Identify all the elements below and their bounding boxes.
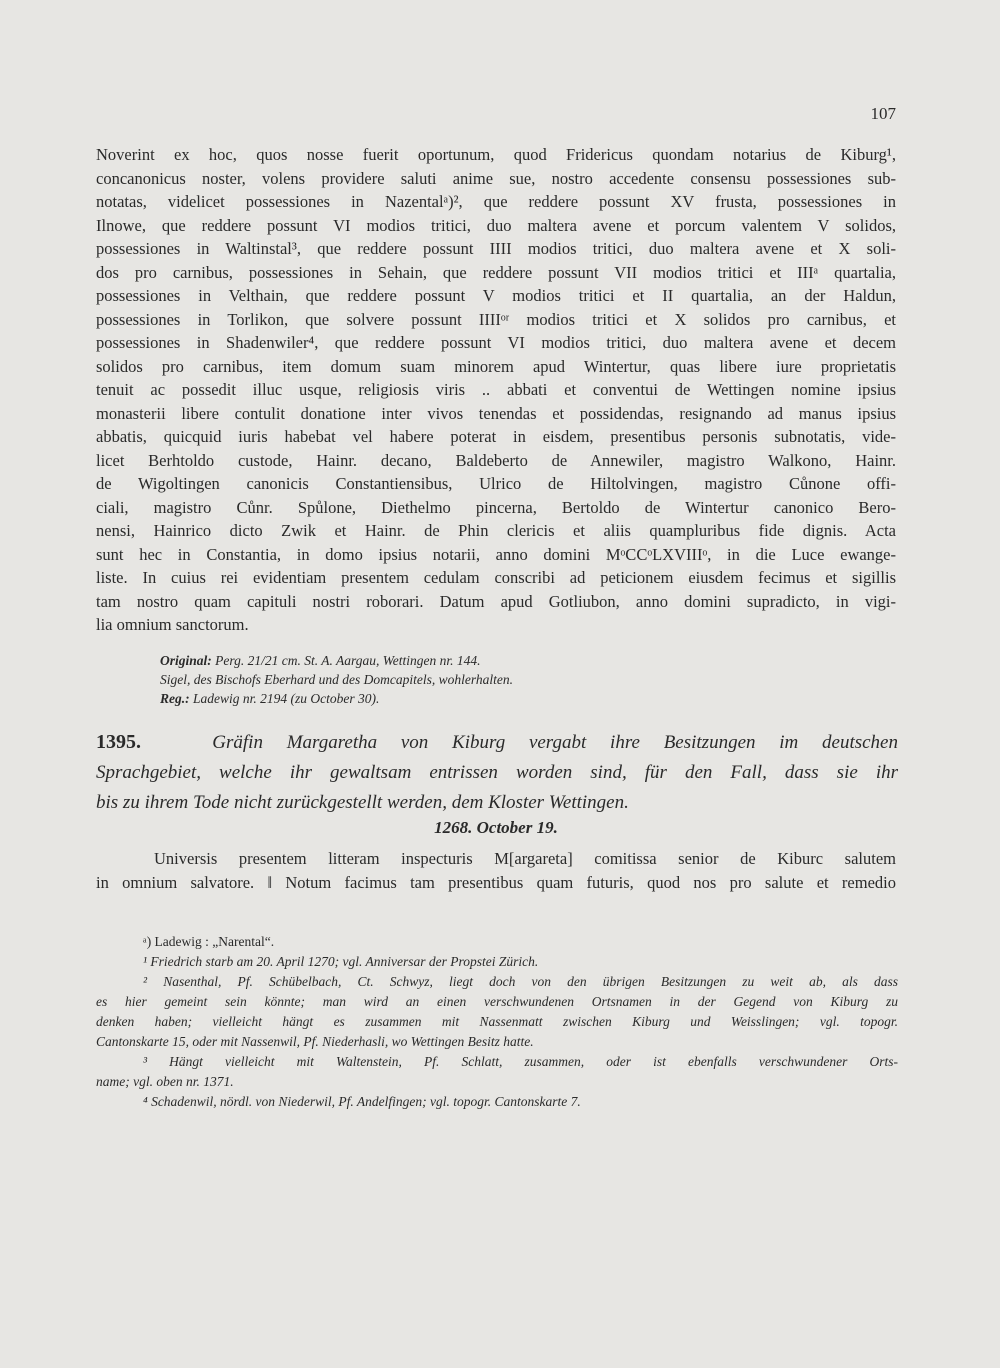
- source-note: [160, 652, 481, 670]
- text-line: Noverint ex hoc, quos nosse fuerit oportunum, quod Fridericus quondam notarius de Kiburg¹,: [96, 145, 896, 164]
- text-line: licet Berhtoldo custode, Hainr. decano, Baldeberto de Annewiler, magistro Walkono, Hainr.: [96, 450, 896, 470]
- entry-title: Gräfin Margaretha von Kiburg vergabt ihre Besitzungen im deutschen: [212, 732, 898, 753]
- text-line: tam nostro quam capituli nostri roborari. Datum apud Gotliubon, anno domini supradicto, in vigi-: [96, 591, 896, 611]
- text-line: nensi, Hainrico dicto Zwik et Hainr. de Phin clericis et aliis quampluribus fide dignis. Acta: [96, 521, 896, 540]
- footnote: ⁴ Schadenwil, nördl. von Niederwil, Pf. Andelfingen; vgl. topogr. Cantonskarte 7.: [143, 1094, 581, 1109]
- text-line: monasterii libere contulit donatione inter vivos tenendas et possidendas, resignando ad manus ipsius: [96, 403, 896, 423]
- text-line: lia omnium sanctorum.: [96, 615, 249, 634]
- footnote-continued: name; vgl. oben nr. 1371.: [96, 1074, 234, 1089]
- entry-heading-line: Sprachgebiet, welche ihr gewaltsam entrissen worden sind, für den Fall, dass sie ihr: [96, 762, 898, 783]
- source-note: [160, 671, 513, 689]
- text-line: possessiones in Shadenwiler⁴, que reddere possunt VI modios tritici, duo maltera avene et decem: [96, 333, 896, 352]
- footnote: ¹ Friedrich starb am 20. April 1270; vgl. Anniversar der Propstei Zürich.: [143, 954, 539, 969]
- source-note-text: Ladewig nr. 2194 (zu October 30).: [189, 691, 380, 706]
- text-line: solidos pro carnibus, item domum suam minorem apud Wintertur, quas libere iure proprietatis: [96, 356, 896, 376]
- footnote-continued: denken haben; vielleicht hängt es zusammen mit Nassenmatt zwischen Kiburg und Weisslingen; vgl. topogr.: [96, 1014, 898, 1029]
- source-note-text: Sigel, des Bischofs Eberhard und des Domcapitels, wohlerhalten.: [160, 672, 513, 687]
- entry-heading: [96, 727, 898, 818]
- footnote-continued: Cantonskarte 15, oder mit Nassenwil, Pf. Niederhasli, wo Wettingen Besitz hatte.: [96, 1034, 534, 1049]
- text-line: Universis presentem litteram inspecturis M[argareta] comitissa senior de Kiburc salutem: [154, 849, 896, 868]
- text-line: sunt hec in Constantia, in domo ipsius notarii, anno domini MᵒCCᵒLXVIIIᵒ, in die Luce ewange-: [96, 544, 896, 564]
- footnote-continued: es hier gemeint sein könnte; man wird an einen verschwundenen Ortsnamen in der Gegend von Kiburg zu: [96, 994, 898, 1009]
- source-note-label: Reg.:: [160, 691, 190, 706]
- entry-date: 1268. October 19.: [434, 818, 558, 837]
- text-line: de Wigoltingen canonicis Constantiensibus, Ulrico de Hiltolvingen, magistro Cůnone offi-: [96, 474, 896, 493]
- text-line: abbatis, quicquid iuris habebat vel habere poterat in eisdem, presentibus personis subnotatis, vide-: [96, 427, 896, 446]
- entry-heading-line: [96, 727, 898, 758]
- text-line: liste. In cuius rei evidentiam presentem cedulam conscribi ad peticionem eiusdem fecimus et sigillis: [96, 568, 896, 587]
- footnote: ² Nasenthal, Pf. Schübelbach, Ct. Schwyz, liegt doch von den übrigen Besitzungen zu weit ab, als dass: [143, 974, 898, 989]
- entry-number: 1395.: [96, 731, 141, 753]
- footnote: ᵃ) Ladewig : „Narental“.: [143, 934, 275, 949]
- text-line: in omnium salvatore. ‖ Notum facimus tam presentibus quam futuris, quod nos pro salute et remedio: [96, 872, 896, 892]
- text-line: concanonicus noster, volens providere saluti anime sue, nostro accedente consensu possessiones sub-: [96, 168, 896, 188]
- source-note: [160, 690, 379, 708]
- page-number: 107: [870, 104, 896, 123]
- text-line: tenuit ac possedit illuc usque, religiosis viris .. abbati et conventui de Wettingen nomine ipsius: [96, 380, 896, 399]
- text-line: dos pro carnibus, possessiones in Sehain, que reddere possunt VII modios tritici et IIIᵃ quartalia,: [96, 262, 896, 282]
- footnotes: [96, 932, 898, 1112]
- text-line: notatas, videlicet possessiones in Nazentalᵃ)², que reddere possunt XV frusta, possessiones in: [96, 192, 896, 211]
- source-note-text: Perg. 21/21 cm. St. A. Aargau, Wettingen nr. 144.: [211, 653, 481, 668]
- footnote: ³ Hängt vielleicht mit Waltenstein, Pf. Schlatt, zusammen, oder ist ebenfalls verschwundener Orts-: [143, 1054, 898, 1069]
- text-line: possessiones in Waltinstal³, que reddere possunt IIII modios tritici, duo maltera avene et X soli-: [96, 239, 896, 258]
- source-note-label: Original:: [160, 653, 212, 668]
- text-line: possessiones in Velthain, que reddere possunt V modios tritici et II quartalia, an der Haldun,: [96, 286, 896, 305]
- text-line: possessiones in Torlikon, que solvere possunt IIIIᵒʳ modios tritici et X solidos pro carnibus, et: [96, 309, 896, 329]
- text-line: ciali, magistro Cůnr. Spůlone, Diethelmo pincerna, Bertoldo de Wintertur canonico Bero-: [96, 497, 896, 517]
- text-line: Ilnowe, que reddere possunt VI modios tritici, duo maltera avene et porcum valentem V solidos,: [96, 215, 896, 235]
- entry-heading-line: bis zu ihrem Tode nicht zurückgestellt werden, dem Kloster Wettingen.: [96, 792, 629, 813]
